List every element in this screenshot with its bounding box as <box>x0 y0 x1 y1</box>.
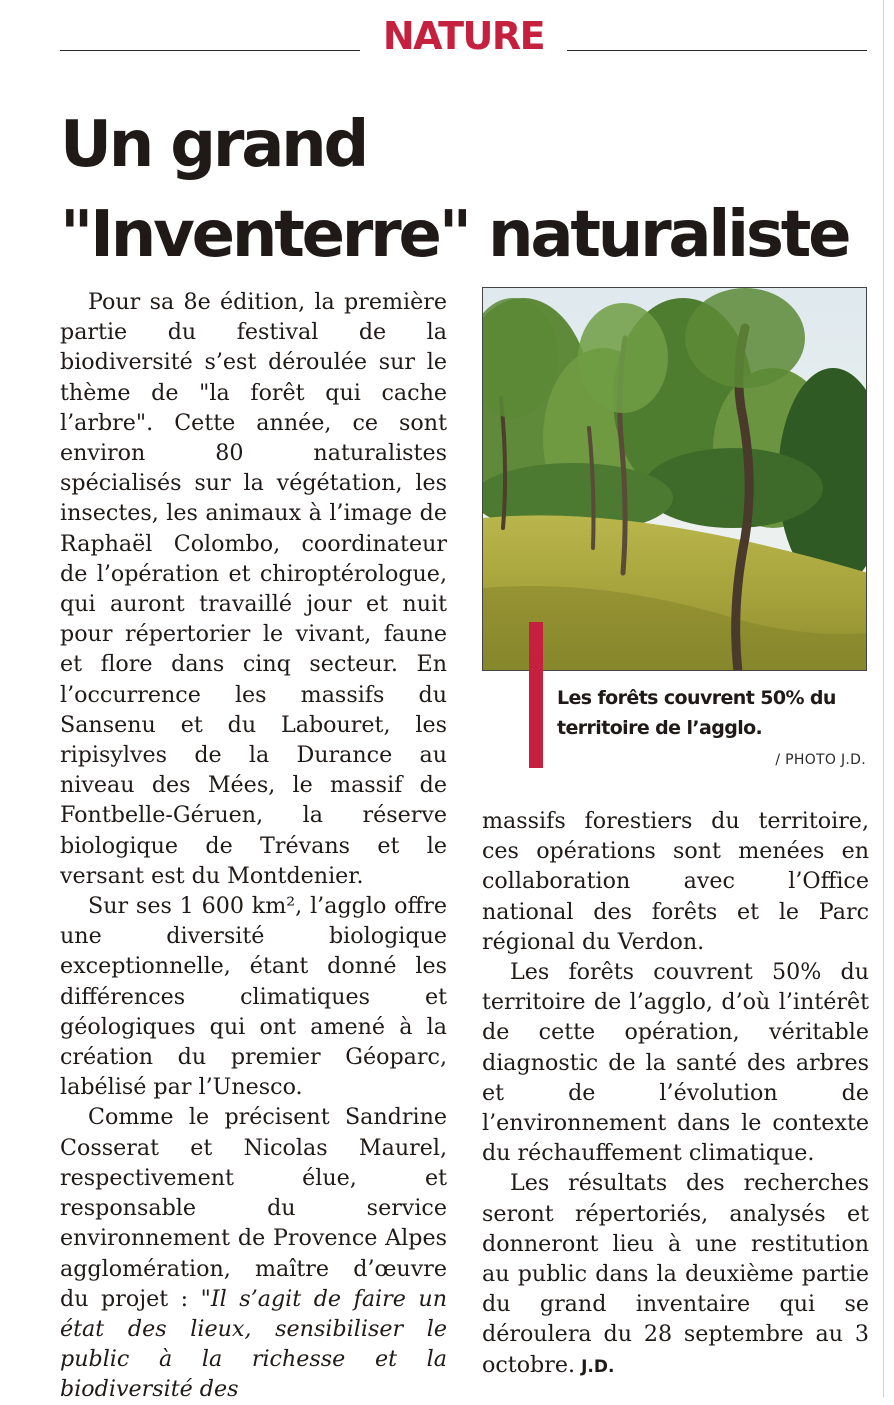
body-paragraph-1: Pour sa 8e édition, la première partie du festival de la biodiversité s’est déroulée sur le thème de "la forêt qui cache l’arbre". Cette année, ce sont environ 80 naturalistes spécialisés sur la végétation, les insectes, les animaux à l’image de Raphaël Colombo, coordinateur de l’opération et chiroptérologue, qui auront travaillé jour et nuit pour répertorier le vivant, faune et flore dans cinq secteur. En l’occurrence les massifs du Sansenu et du Labouret, les ripisylves de la Durance au niveau des Mées, le massif de Fontbelle-Géruen, la réserve biologique de Trévans et le versant est du Montdenier. <box>60 289 447 889</box>
photo-credit: / PHOTO J.D. <box>775 752 866 768</box>
author-signature: J.D. <box>581 1356 615 1377</box>
headline-line-2: "Inventerre" naturaliste <box>60 198 849 272</box>
paragraph-3-text: Comme le précisent Sandrine Cosserat et Nicolas Maurel, respectivement élue, et responsable du service environnement de Provence Alpes agglomération, maître d’œuvre du projet : " <box>60 1104 447 1312</box>
headline-line-1: Un grand <box>60 108 367 182</box>
quote-text: Il s’agit de faire un état des lieux, sensibiliser le public à la richesse et la biodiversité des <box>60 1285 448 1403</box>
body-paragraph-4: Les forêts couvrent 50% du territoire de l’agglo, d’où l’intérêt de cette opération, véritable diagnostic de la santé des arbres et de l’évolution de l’environnement dans le contexte du réchauffement climatique. <box>482 959 869 1167</box>
body-paragraph-3-continued: massifs forestiers du territoire, ces opérations sont menées en collaboration avec l’Office national des forêts et le Parc régional du Verdon. <box>482 808 869 955</box>
rubric-rule-left <box>60 50 360 51</box>
article-headline <box>60 100 890 280</box>
page-edge <box>883 0 884 1397</box>
paragraph-5-text: Les résultats des recherches seront répertoriés, analysés et donneront lieu à une restitution au public dans la deuxième partie du grand inventaire qui se déroulera du 28 septembre au 3 octobre. <box>482 1170 869 1378</box>
forest-illustration <box>483 288 867 671</box>
rubric-rule-right <box>567 50 867 51</box>
body-paragraph-2: Sur ses 1 600 km², l’agglo offre une diversité biologique exceptionnelle, étant donné les différences climatiques et géologiques qui ont amené à la création du premier Géoparc, labélisé par l’Unesco. <box>60 893 447 1101</box>
photo-caption: Les forêts couvrent 50% du territoire de l’agglo. <box>557 687 836 739</box>
body-paragraph-3 <box>60 1102 447 1404</box>
section-rubric: NATURE <box>382 14 545 58</box>
article-column-right <box>482 806 869 1382</box>
article-column-left <box>60 287 447 1405</box>
body-paragraph-5 <box>482 1168 869 1381</box>
forest-photo <box>482 287 867 671</box>
caption-accent-bar <box>529 622 543 768</box>
